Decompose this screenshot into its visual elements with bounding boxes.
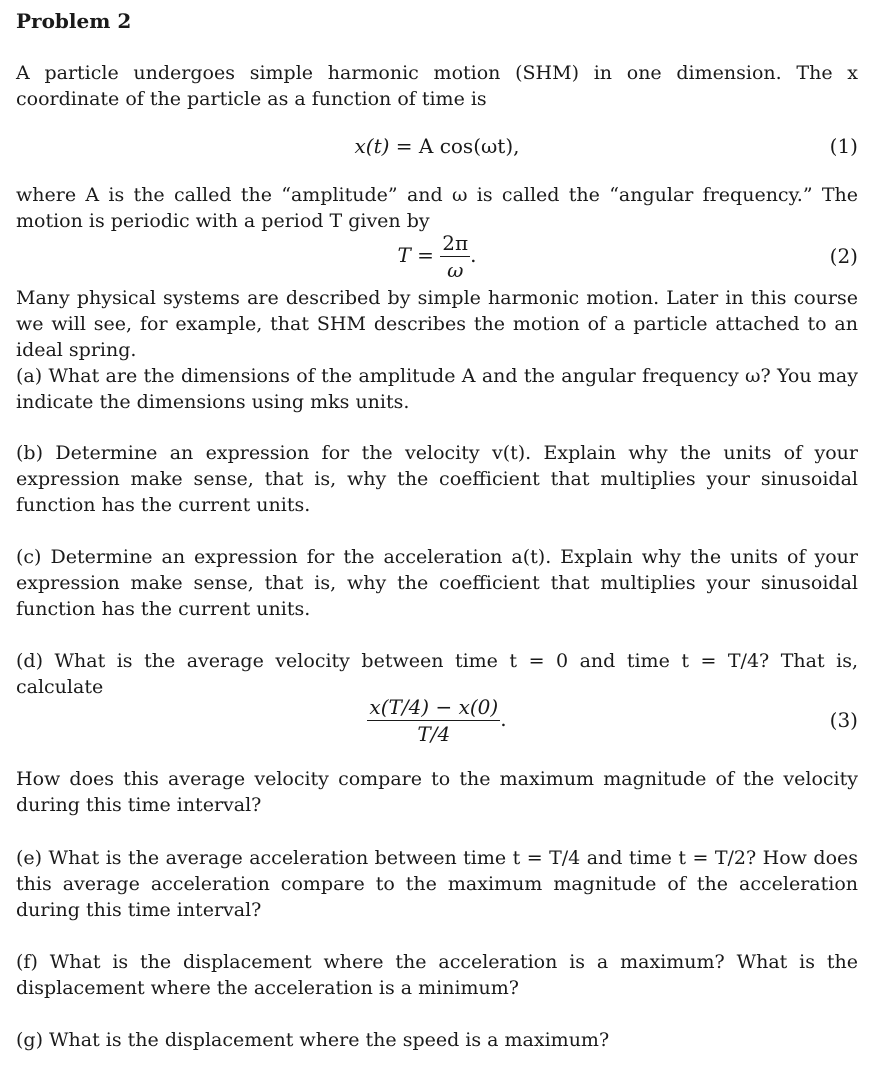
eq1-equals: = xyxy=(395,134,413,158)
question-g: (g) What is the displacement where the speed is a maximum? xyxy=(16,1029,610,1051)
problem-title: Problem 2 xyxy=(16,9,132,33)
eq1-lhs: x(t) xyxy=(354,134,390,158)
paragraph-amplitude: where A is the called the “amplitude” and ω is called the “angular frequency.” The motion is periodic with a period T given by xyxy=(16,184,858,232)
eq3-fraction xyxy=(367,694,500,747)
question-d: (d) What is the average velocity between time t = 0 and time t = T/4? That is, calculate xyxy=(16,650,858,698)
question-c: (c) Determine an expression for the acceleration a(t). Explain why the units of your expression make sense, that is, why the coefficient that multiplies your sinusoidal function has the current units. xyxy=(16,546,858,620)
paragraph-physical-systems: Many physical systems are described by simple harmonic motion. Later in this course we will see, for example, that SHM describes the motion of a particle attached to an ideal spring. xyxy=(16,287,858,361)
eq2-numerator: 2π xyxy=(442,231,469,255)
eq2-trail: . xyxy=(470,243,477,267)
eq2-fraction xyxy=(440,230,470,283)
eq3-trail: . xyxy=(500,707,507,731)
eq1-rhs: A cos(ωt), xyxy=(418,134,520,158)
equation-1 xyxy=(16,134,858,162)
equation-2 xyxy=(16,230,858,284)
eq3-number: (3) xyxy=(829,708,858,732)
eq2-number: (2) xyxy=(829,244,858,268)
question-f: (f) What is the displacement where the acceleration is a maximum? What is the displacement where the acceleration is a minimum? xyxy=(16,951,858,999)
question-b: (b) Determine an expression for the velocity v(t). Explain why the units of your expression make sense, that is, why the coefficient that multiplies your sinusoidal function has the current units. xyxy=(16,442,858,516)
eq1-number: (1) xyxy=(829,134,858,158)
eq2-lhs: T xyxy=(397,243,411,267)
question-d-followup: How does this average velocity compare to the maximum magnitude of the velocity during this time interval? xyxy=(16,768,858,816)
equation-3 xyxy=(16,694,858,748)
intro-paragraph: A particle undergoes simple harmonic motion (SHM) in one dimension. The x coordinate of the particle as a function of time is xyxy=(16,62,858,110)
question-a: (a) What are the dimensions of the amplitude A and the angular frequency ω? You may indicate the dimensions using mks units. xyxy=(16,365,858,413)
eq3-denominator: T/4 xyxy=(417,722,451,746)
eq2-equals: = xyxy=(417,243,434,267)
eq3-numerator: x(T/4) − x(0) xyxy=(369,695,499,719)
eq2-denominator: ω xyxy=(447,258,464,282)
question-e: (e) What is the average acceleration between time t = T/4 and time t = T/2? How does this average acceleration compare to the maximum magnitude of the acceleration during this time interval? xyxy=(16,847,858,921)
